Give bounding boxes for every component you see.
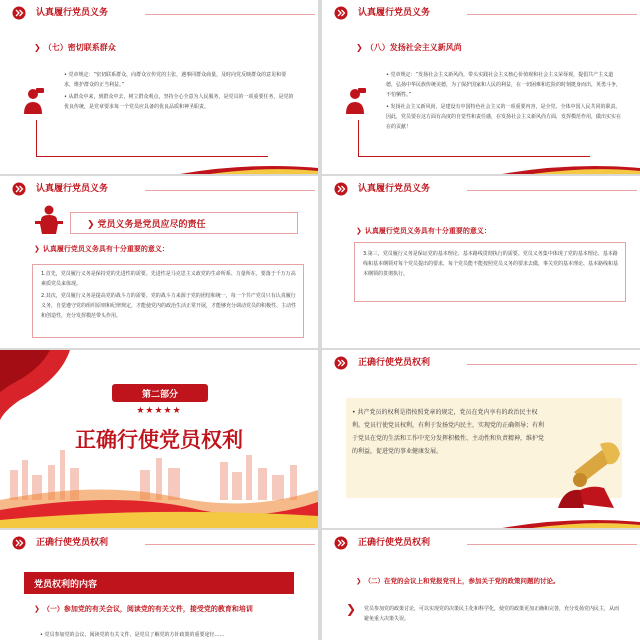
slide-header (322, 0, 640, 28)
header-title: 认真履行党员义务 (36, 8, 109, 18)
podium-speaker-icon (32, 204, 66, 234)
chevron-icon (334, 182, 352, 196)
slide-duty-third[interactable] (322, 176, 640, 348)
subtitle: ❯ 认真履行党员义务具有十分重要的意义： (356, 227, 491, 235)
slide-duty-significance[interactable] (0, 176, 318, 348)
slide-header (0, 530, 318, 558)
header-line (467, 544, 637, 545)
slide-rights-content[interactable] (0, 530, 318, 640)
cover-title: 正确行使党员权利 (75, 428, 243, 452)
content-paragraph: 党员参加党的政策讨论，可以实现党的决策民主化和科学化，使党的政策更加正确和完善，充分发扬党内民主，从而避免重大决策失误。 (364, 606, 620, 622)
header-title: 认真履行党员义务 (36, 184, 109, 194)
horizontal-line (36, 156, 268, 157)
subtitle: ❯ 认真履行党员义务具有十分重要的意义： (34, 245, 169, 253)
part-label: 第二部分 (141, 390, 178, 400)
header-title: 正确行使党员权利 (358, 358, 431, 368)
header-line (145, 544, 315, 545)
slide-rights-intro[interactable] (322, 350, 640, 528)
trumpet-illustration (554, 432, 624, 508)
header-title: 认真履行党员义务 (358, 184, 431, 194)
slide-header (322, 530, 640, 558)
header-line (145, 14, 315, 15)
content-paragraph: 3.第三，党员履行义务是保证党的基本理论、基本路线贯彻执行的需要。党员义务集中体现了党的基本理论、基本路线和基本纲领对每个党员提出的要求，每个党员能不能按照党员义务的要求去做，事关党的基本理论、基本路线和基本纲领的贯彻执行。 (363, 251, 619, 277)
speaker-icon (20, 86, 46, 116)
subtitle: ❯ （二）在党的会议上和党报党刊上，参加关于党的政策问题的讨论。 (356, 577, 560, 585)
chevron-icon (334, 536, 352, 550)
speaker-icon (342, 86, 368, 116)
list-item: • 发扬社会主义新风尚，是建设有中国特色社会主义的一项重要内容，是全党、全体中国人民共同的职责。因此，党员要在这方面有高度的自觉性和责任感，在发扬社会主义新风尚方面，发挥模范作用，做出实实在在的贡献！ (386, 104, 622, 130)
content-paragraph (386, 70, 622, 134)
horizontal-line (358, 156, 590, 157)
bottom-wave-deco (0, 160, 318, 174)
slide-part-two-cover[interactable] (0, 350, 318, 528)
header-title: 正确行使党员权利 (36, 538, 109, 548)
list-item: • 从群众中来，到群众中去，树立群众观点，坚持全心全意为人民服务，是党员的一项重要任务，是党的优良传统，是党章要求每一个党员应具备的优良品质和神圣职责。 (64, 94, 294, 110)
vertical-line (358, 120, 359, 156)
slide-rights-discussion[interactable] (322, 530, 640, 640)
slide-header (322, 350, 640, 378)
slide-mass-line[interactable] (0, 0, 318, 174)
chevron-icon (12, 536, 30, 550)
bottom-wave-deco (322, 160, 640, 174)
subtitle: ❯ （七）密切联系群众 (34, 43, 116, 52)
chevron-icon (12, 6, 30, 20)
list-item: • 党章规定：“发扬社会主义新风尚，带头实践社会主义核心价值观和社会主义荣辱观，提倡共产主义道德，弘扬中华民族传统美德，为了保护国家和人民的利益，在一切困难和危险的时刻挺身而出，英勇斗争，不怕牺牲。” (386, 72, 622, 98)
header-line (145, 190, 315, 191)
section-bar-title: 党员权利的内容 (34, 580, 98, 590)
content-paragraph (64, 70, 296, 114)
subtitle: ❯ （一）参加党的有关会议，阅读党的有关文件，接受党的教育和培训 (34, 605, 253, 613)
slide-new-trend[interactable] (322, 0, 640, 174)
header-title: 正确行使党员权利 (358, 538, 431, 548)
chevron-icon (334, 356, 352, 370)
bottom-wave-deco (322, 514, 640, 528)
header-title: 认真履行党员义务 (358, 8, 431, 18)
content-box (354, 242, 626, 302)
vertical-line (36, 120, 37, 156)
content-paragraph: • 共产党员的权利是指按照党章的规定，党员在党内享有的政治民主权利。党员行使党员权利，有利于发扬党内民主，实现党的正确领导；有利于党员在党的生活和工作中充分发挥积极性、主动性和负责精神，维护党的利益，促进党的事业健康发展。 (352, 409, 545, 455)
slide-header (322, 176, 640, 204)
header-line (467, 190, 637, 191)
chevron-icon (12, 182, 30, 196)
list-item: 1.首先，党员履行义务是保持党的先进性的需要。先进性是马克思主义政党的生命所系、力量所在，要落于千万万高素质党员来体现。 (41, 271, 296, 287)
subtitle: ❯ （八）发扬社会主义新风尚 (356, 43, 462, 52)
slide-header (0, 0, 318, 28)
header-line (467, 14, 637, 15)
banner-box (70, 212, 298, 234)
bullet-arrow-icon: ❯ (346, 602, 357, 616)
chevron-icon (334, 6, 352, 20)
stars-row: ★★★★★ (136, 406, 182, 416)
content-paragraph: • 党员参加党的会议、阅读党的有关文件，是党员了解党的方针政策的重要途径…… (40, 632, 225, 638)
list-item: • 党章规定：“密切联系群众，向群众宣传党的主张，遇事同群众商量，及时向党反映群众的意见和要求，维护群众的正当利益。” (64, 72, 287, 88)
list-item: 2.其次，党员履行义务是提高党的战斗力的需要。党的战斗力来源于党的团结和统一，每一个共产党员只有认真履行义务，自觉遵守党的组织原则和纪律规定，才能使党内的政治生活正常开展，才能够充分调动党员的积极性、主动性和创造性，充分发挥模范带头作用。 (41, 293, 297, 319)
content-paragraph (41, 269, 299, 323)
slide-header (0, 176, 318, 204)
header-line (467, 364, 637, 365)
content-box (32, 264, 304, 338)
banner-title: ❯ 党员义务是党员应尽的责任 (87, 220, 206, 230)
